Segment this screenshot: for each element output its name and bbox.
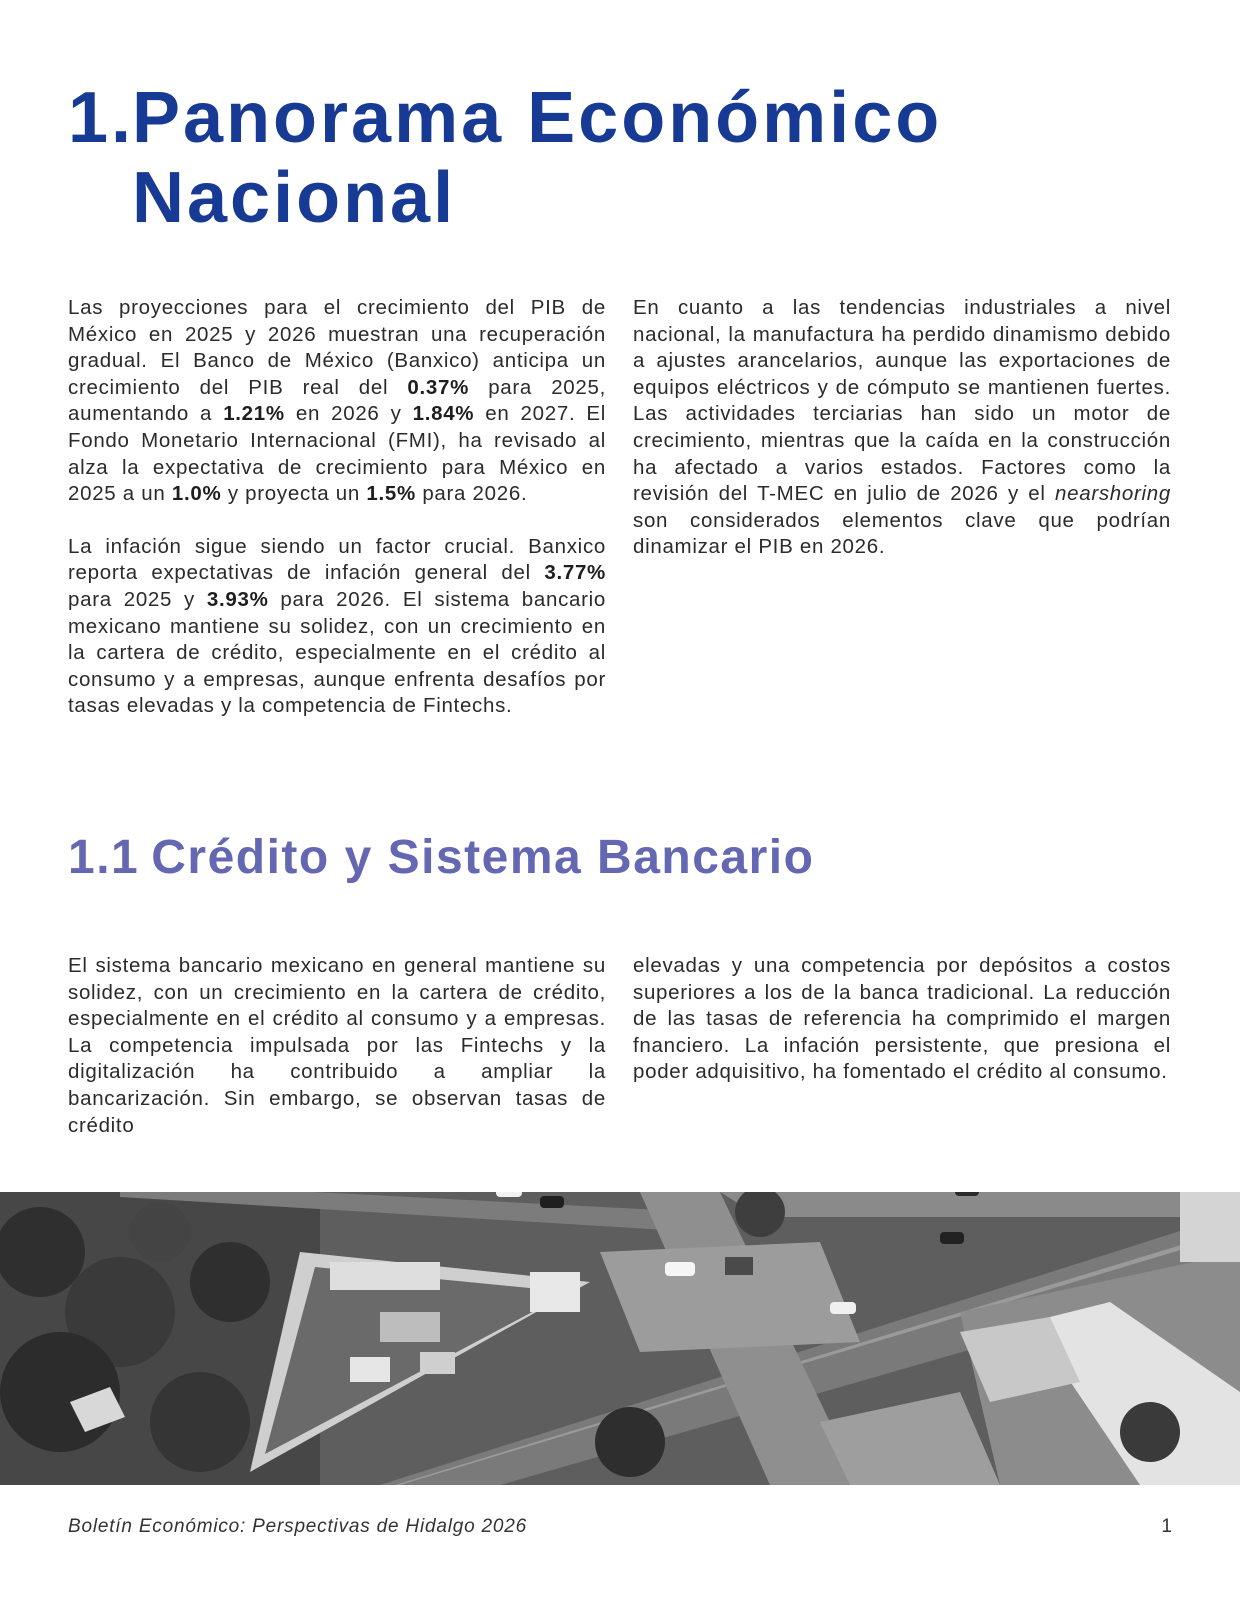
text: para 2025, aumentando a [68, 375, 606, 426]
section1-left-column [68, 295, 606, 746]
text: para 2026. El sistema bancario mexicano mantiene su solidez, con un crecimiento en la cartera de crédito, especialmente en el crédito al consumo y a empresas, aunque enfrenta desafíos por tasas elevadas y la competencia de Fintechs. [68, 587, 606, 718]
paragraph-gdp-projections [68, 295, 606, 508]
figure-inflation-2025: 3.77% [544, 561, 606, 585]
section-title: Crédito y Sistema Bancario [151, 831, 815, 884]
paragraph-inflation [68, 534, 606, 720]
text: La infación sigue siendo un factor crucial. Banxico reporta expectativas de infación general del [68, 534, 606, 585]
section-number: 1.1 [68, 831, 140, 884]
text: y proyecta un [221, 482, 367, 506]
figure-banxico-2026: 1.21% [223, 402, 285, 426]
text: para 2025 y [68, 587, 207, 611]
paragraph-banking-left: El sistema bancario mexicano en general mantiene su solidez, con un crecimiento en la cartera de crédito, especialmente en el crédito al consumo y a empresas. La competencia impulsada por las Fintechs y la digitalización ha contribuido a ampliar la bancarización. Sin embargo, se observan tasas de crédito [68, 954, 606, 1137]
section2-left-column [68, 953, 606, 1165]
section1-right-column [633, 295, 1171, 587]
section2-right-column [633, 953, 1171, 1112]
figure-banxico-2025: 0.37% [407, 375, 470, 399]
figure-banxico-2027: 1.84% [412, 402, 475, 426]
text: en 2026 y [284, 402, 413, 426]
paragraph-banking-right: elevadas y una competencia por depósitos a costos superiores a los de la banca tradicional. La reducción de las tasas de referencia ha comprimido el margen fnanciero. La infación persistente, que presiona el poder adquisitivo, ha fomentado el crédito al consumo. [633, 954, 1171, 1084]
page-title [68, 78, 1068, 238]
page-number: 1 [1161, 1516, 1172, 1537]
text: son considerados elementos clave que podrían dinamizar el PIB en 2026. [633, 508, 1171, 559]
aerial-intersection-photo [0, 1192, 1240, 1485]
text: Las proyecciones para el crecimiento del PIB de México en 2025 y 2026 muestran una recuperación gradual. El Banco de México (Banxico) anticipa un crecimiento del PIB real del [68, 296, 606, 399]
title-line-1: Panorama Económico [132, 78, 943, 158]
term-nearshoring: nearshoring [1055, 482, 1171, 506]
footer-publication-title: Boletín Económico: Perspectivas de Hidalgo 2026 [68, 1516, 528, 1537]
figure-fmi-2025: 1.0% [171, 482, 222, 506]
section-heading [68, 830, 814, 886]
paragraph-industrial-trends [633, 295, 1171, 561]
text: En cuanto a las tendencias industriales a nivel nacional, la manufactura ha perdido dinamismo debido a ajustes arancelarios, aunque las exportaciones de equipos eléctricos y de cómputo se mantienen fuertes. Las actividades terciarias han sido un motor de crecimiento, mientras que la caída en la construcción ha afectado a varios estados. Factores como la revisión del T-MEC en julio de 2026 y el [633, 296, 1171, 506]
text: para 2026. [415, 482, 528, 506]
text: en 2027. El Fondo Monetario Internacional (FMI), ha revisado al alza la expectativa de crecimiento para México en 2025 a un [68, 402, 607, 506]
figure-inflation-2026: 3.93% [206, 587, 269, 611]
title-line-2: Nacional [132, 158, 457, 238]
figure-fmi-2026: 1.5% [366, 482, 416, 506]
title-number: 1. [68, 78, 135, 158]
